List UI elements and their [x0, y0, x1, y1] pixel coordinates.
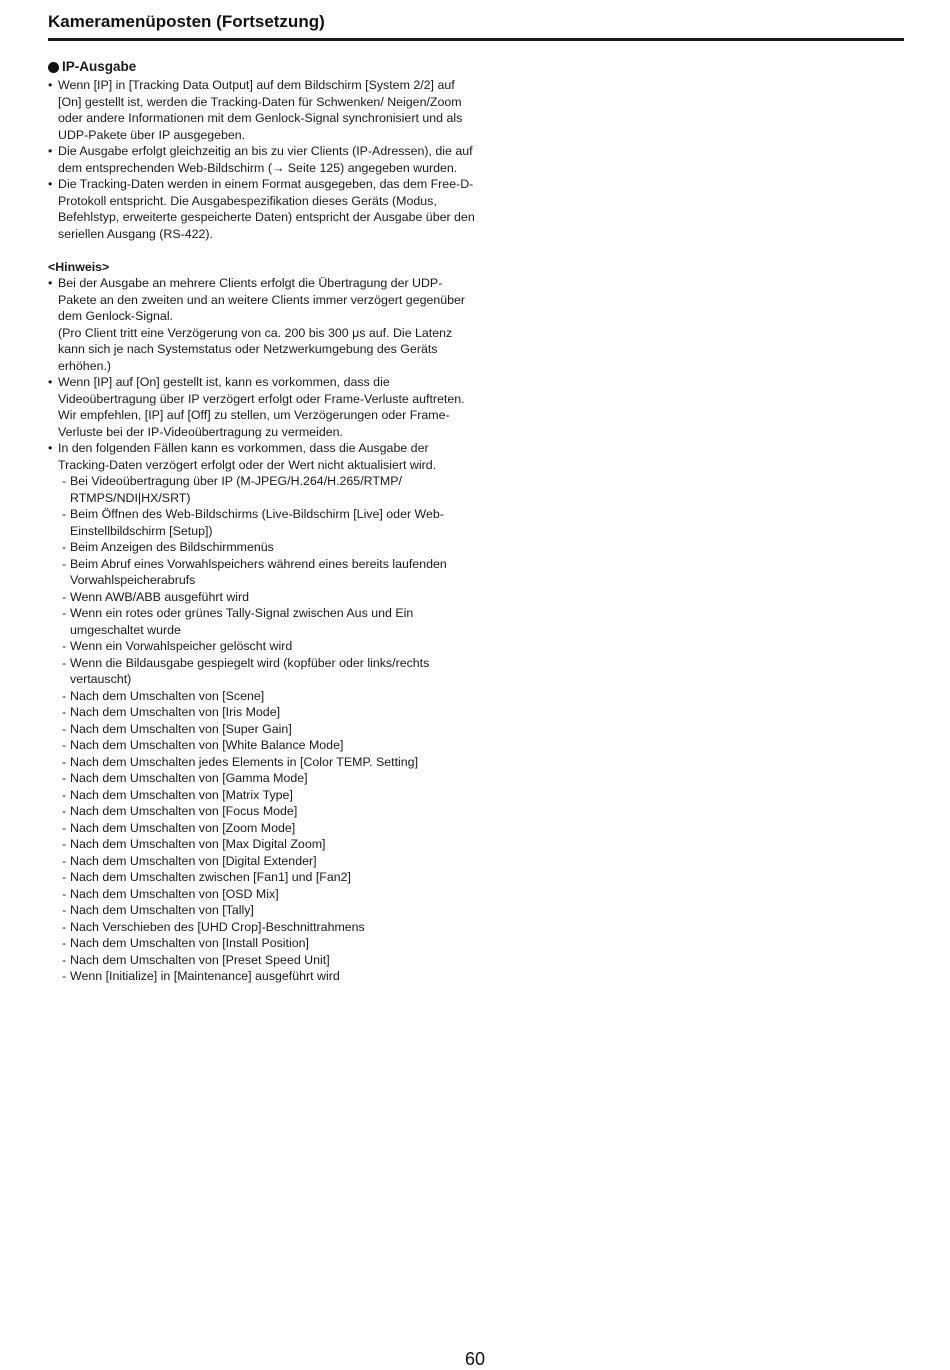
sub-list-item: - Wenn die Bildausgabe gespiegelt wird (kopfüber oder links/rechts vertauscht)	[48, 655, 478, 688]
sub-list-item: - Nach dem Umschalten von [Gamma Mode]	[48, 770, 478, 787]
section-bullet: • Die Ausgabe erfolgt gleichzeitig an bis zu vier Clients (IP-Adressen), die auf dem entsprechenden Web-Bildschirm (→ Seite 125) angegeben wurden.	[48, 143, 478, 176]
sub-list-item: - Beim Öffnen des Web-Bildschirms (Live-Bildschirm [Live] oder Web-Einstellbildschirm [Setup])	[48, 506, 478, 539]
section-bullet: • Wenn [IP] in [Tracking Data Output] auf dem Bildschirm [System 2/2] auf [On] gestellt ist, werden die Tracking-Daten für Schwenken/ Neigen/Zoom oder andere Informationen mit dem Genlock-Signal synchronisiert und als UDP-Pakete über IP ausgegeben.	[48, 77, 478, 143]
sub-list-item: - Wenn AWB/ABB ausgeführt wird	[48, 589, 478, 606]
sub-list-item: - Nach dem Umschalten von [Digital Extender]	[48, 853, 478, 870]
sub-list-item: - Nach dem Umschalten von [Install Position]	[48, 935, 478, 952]
section-title: IP-Ausgabe	[62, 59, 137, 74]
sub-list-item: - Nach dem Umschalten von [Max Digital Zoom]	[48, 836, 478, 853]
sub-list-item: - Wenn ein Vorwahlspeicher gelöscht wird	[48, 638, 478, 655]
note-bullet-continuation: Wir empfehlen, [IP] auf [Off] zu stellen, um Verzögerungen oder Frame-Verluste bei der IP-Videoübertragung zu vermeiden.	[58, 408, 450, 439]
sub-item-list	[48, 473, 478, 985]
sub-list-item: - Nach dem Umschalten von [Matrix Type]	[48, 787, 478, 804]
sub-list-item: - Nach dem Umschalten von [Tally]	[48, 902, 478, 919]
main-content	[48, 58, 478, 985]
sub-list-item: - Nach dem Umschalten von [Preset Speed Unit]	[48, 952, 478, 969]
sub-list-item: - Wenn [Initialize] in [Maintenance] ausgeführt wird	[48, 968, 478, 985]
sub-list-item: - Nach dem Umschalten von [Scene]	[48, 688, 478, 705]
sub-list-item: - Nach dem Umschalten von [White Balance Mode]	[48, 737, 478, 754]
sub-list-item: - Beim Abruf eines Vorwahlspeichers während eines bereits laufenden Vorwahlspeicherabrufs	[48, 556, 478, 589]
sub-list-item: - Nach dem Umschalten von [Super Gain]	[48, 721, 478, 738]
page-title: Kameramenüposten (Fortsetzung)	[48, 12, 904, 41]
sub-list-item: - Bei Videoübertragung über IP (M-JPEG/H.264/H.265/RTMP/ RTMPS/NDI|HX/SRT)	[48, 473, 478, 506]
sub-list-item: - Wenn ein rotes oder grünes Tally-Signal zwischen Aus und Ein umgeschaltet wurde	[48, 605, 478, 638]
note-bullet-text: • Bei der Ausgabe an mehrere Clients erfolgt die Übertragung der UDP-Pakete an den zweiten und an weitere Clients immer verzögert gegenüber dem Genlock-Signal.	[58, 276, 466, 323]
note-heading: <Hinweis>	[48, 259, 110, 274]
sub-list-item: - Nach dem Umschalten von [OSD Mix]	[48, 886, 478, 903]
page-number: 60	[464, 1349, 486, 1369]
note-bullet-text: • In den folgenden Fällen kann es vorkommen, dass die Ausgabe der Tracking-Daten verzögert erfolgt oder der Wert nicht aktualisiert wird.	[58, 441, 437, 472]
note-bullet	[48, 440, 478, 473]
note-bullet	[48, 275, 478, 374]
note-bullet	[48, 374, 478, 440]
sub-list-item: - Nach Verschieben des [UHD Crop]-Beschnittrahmens	[48, 919, 478, 936]
sub-list-item: - Nach dem Umschalten von [Zoom Mode]	[48, 820, 478, 837]
sub-list-item: - Beim Anzeigen des Bildschirmmenüs	[48, 539, 478, 556]
sub-list-item: - Nach dem Umschalten von [Focus Mode]	[48, 803, 478, 820]
note-bullet-text: • Wenn [IP] auf [On] gestellt ist, kann es vorkommen, dass die Videoübertragung über IP verzögert erfolgt oder Frame-Verluste auftreten.	[58, 375, 465, 406]
section-bullet: • Die Tracking-Daten werden in einem Format ausgegeben, das dem Free-D-Protokoll entspricht. Die Ausgabespezifikation dieses Geräts (Modus, Befehlstyp, erweiterte gespeicherte Daten) entspricht der Ausgabe über den seriellen Ausgang (RS-422).	[48, 176, 478, 242]
sub-list-item: - Nach dem Umschalten von [Iris Mode]	[48, 704, 478, 721]
section-heading	[48, 58, 478, 76]
sub-list-item: - Nach dem Umschalten jedes Elements in [Color TEMP. Setting]	[48, 754, 478, 771]
sub-list-item: - Nach dem Umschalten zwischen [Fan1] und [Fan2]	[48, 869, 478, 886]
bullet-circle-icon	[48, 62, 59, 73]
note-bullet-continuation: (Pro Client tritt eine Verzögerung von ca. 200 bis 300 μs auf. Die Latenz kann sich je nach Systemstatus oder Netzwerkumgebung des Geräts erhöhen.)	[58, 325, 453, 373]
